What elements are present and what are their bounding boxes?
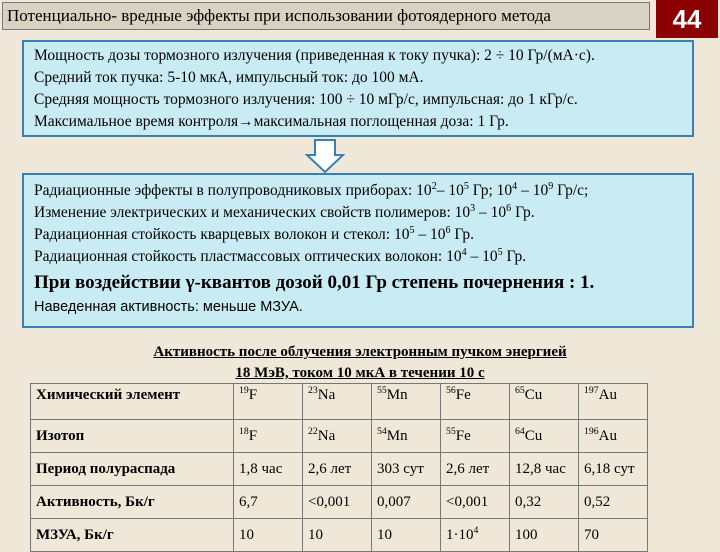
beam-current-line: Средний ток пучка: 5-10 мкА, импульсный ток: до 100 мА.	[34, 69, 424, 86]
max-dose-line: Максимальное время контроля→максимальная поглощенная доза: 1 Гр.	[34, 113, 509, 130]
table-caption-line1: Активность после облучения электронным пучком энергией	[153, 344, 567, 360]
average-power-line: Средняя мощность тормозного излучения: 100 ÷ 10 мГр/с, импульсная: до 1 кГр/с.	[34, 91, 578, 108]
table-row-isotope	[31, 420, 648, 453]
table-cell: $^{197}$Au	[579, 384, 648, 420]
table-cell: $^{22}$Na	[303, 420, 372, 453]
table-cell: $^{56}$Fe	[441, 384, 510, 420]
table-cell: $^{18}$F	[234, 420, 303, 453]
table-cell: 10	[303, 519, 372, 552]
table-cell: $1\cdot 10^4$	[441, 519, 510, 552]
dose-rate-line: Мощность дозы тормозного излучения (приведенная к току пучка): 2 ÷ 10 Гр/(мА·с).	[34, 47, 595, 64]
table-cell: 2,6 лет	[303, 453, 372, 486]
dose-parameters-box	[22, 40, 694, 137]
table-row-label: Период полураспада	[31, 453, 234, 486]
table-cell: $^{19}$F	[234, 384, 303, 420]
plastic-fiber-line: Радиационная стойкость пластмассовых оптических волокон: $10^4 - 10^5$ Гр.	[34, 246, 527, 265]
table-cell: 0,32	[510, 486, 579, 519]
page-number: 44	[656, 0, 718, 38]
table-cell: 100	[510, 519, 579, 552]
table-cell: $^{23}$Na	[303, 384, 372, 420]
table-cell: 0,007	[372, 486, 441, 519]
table-cell: 2,6 лет	[441, 453, 510, 486]
table-cell: $^{54}$Mn	[372, 420, 441, 453]
table-caption-line2: 18 МэВ, током 10 мкА в течении 10 с	[235, 365, 485, 381]
slide-title: Потенциально- вредные эффекты при использовании фотоядерного метода	[2, 2, 650, 30]
table-cell: 10	[234, 519, 303, 552]
table-cell: 10	[372, 519, 441, 552]
table-cell: 303 сут	[372, 453, 441, 486]
table-row-label: МЗУА, Бк/г	[31, 519, 234, 552]
table-cell: <0,001	[303, 486, 372, 519]
table-cell: <0,001	[441, 486, 510, 519]
table-cell: 1,8 час	[234, 453, 303, 486]
table-cell: 6,7	[234, 486, 303, 519]
radiation-effects-box	[22, 173, 694, 328]
table-cell: 6,18 сут	[579, 453, 648, 486]
induced-activity-note: Наведенная активность: меньше МЗУА.	[34, 299, 303, 315]
table-row-halflife	[31, 453, 648, 486]
table-cell: $^{64}$Cu	[510, 420, 579, 453]
table-row-label: Изотоп	[31, 420, 234, 453]
table-cell: 0,52	[579, 486, 648, 519]
down-arrow-icon	[305, 139, 345, 173]
table-row-activity	[31, 486, 648, 519]
semiconductor-effects-line: Радиационные эффекты в полупроводниковых приборах: $10^2-$ $10^5$ Гр; $10^4 - 10^9$ Гр/с;	[34, 180, 589, 199]
quartz-fiber-line: Радиационная стойкость кварцевых волокон и стекол: $10^5 - 10^6$ Гр.	[34, 224, 475, 243]
polymer-effects-line: Изменение электрических и механических свойств полимеров: $10^3 - 10^6$ Гр.	[34, 202, 535, 221]
table-cell: 70	[579, 519, 648, 552]
table-row-mzua	[31, 519, 648, 552]
activity-table	[30, 383, 648, 552]
table-cell: $^{55}$Fe	[441, 420, 510, 453]
table-row-element	[31, 384, 648, 420]
table-cell: 12,8 час	[510, 453, 579, 486]
gamma-blackening-line: При воздействии γ-квантов дозой 0,01 Гр степень почернения : 1.	[34, 272, 595, 293]
table-row-label: Активность, Бк/г	[31, 486, 234, 519]
table-cell: $^{55}$Mn	[372, 384, 441, 420]
table-cell: $^{196}$Au	[579, 420, 648, 453]
table-cell: $^{65}$Cu	[510, 384, 579, 420]
table-row-label: Химический элемент	[31, 384, 234, 420]
